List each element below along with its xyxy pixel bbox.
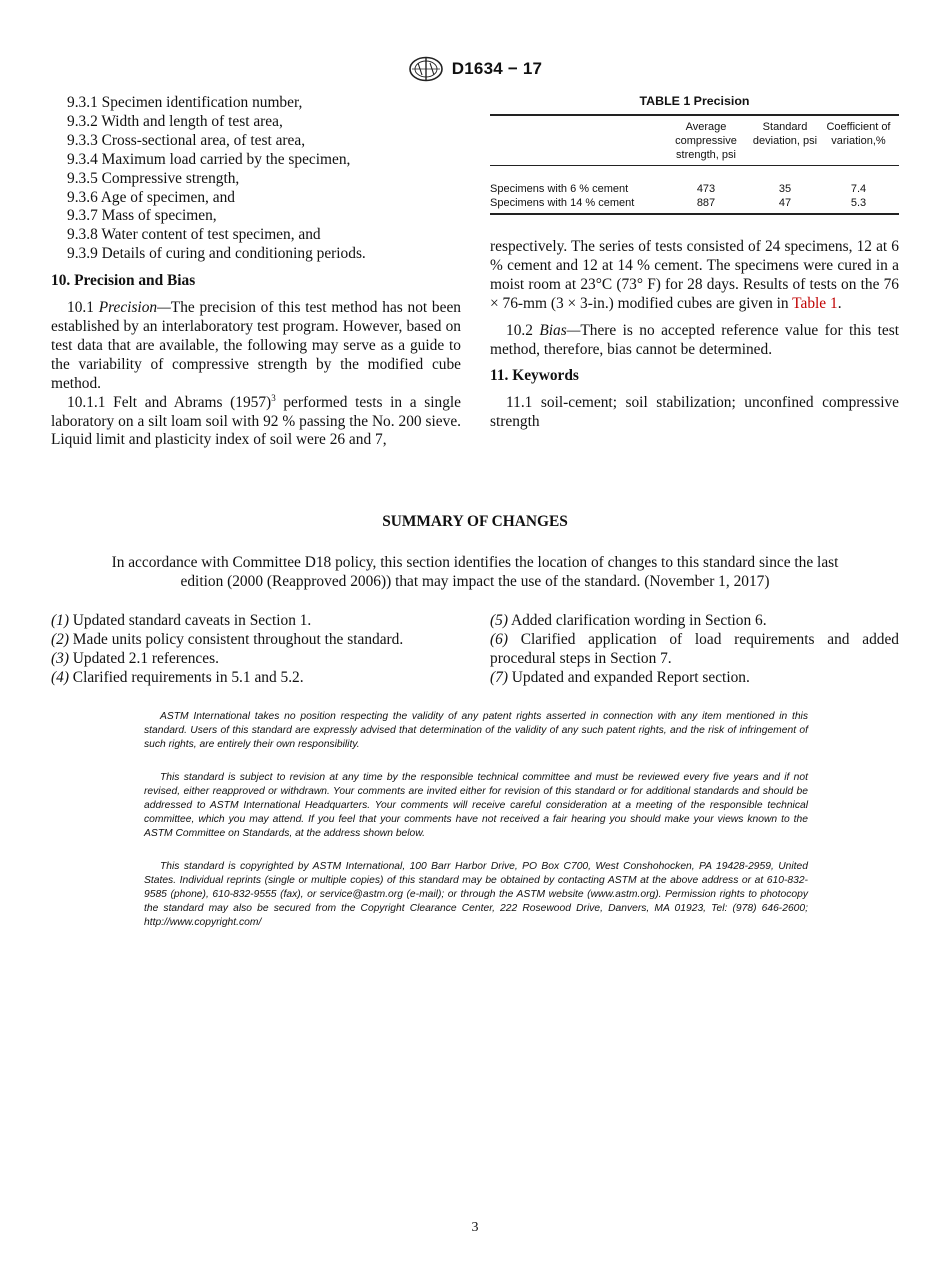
table-cell: 473: [696, 183, 716, 195]
change-text: Clarified requirements in 5.1 and 5.2.: [68, 668, 304, 686]
summary-intro: In accordance with Committee D18 policy, this section identifies the location of changes to this standard since the last edition (2000 (Reapproved 2006)) that may impact the use of the standard. (November 1, 2017): [111, 554, 839, 590]
changes-right-list: [490, 612, 899, 688]
paragraph-11-1: 11.1 soil-cement; soil stabilization; unconfined compressive strength: [490, 394, 899, 431]
table-header-cell: [490, 115, 660, 166]
paragraph-text: .: [837, 294, 842, 312]
list-item: 9.3.1 Specimen identification number,: [67, 94, 303, 111]
table-cell: 7.4: [850, 183, 867, 195]
change-number: (2): [51, 630, 69, 648]
paragraph-text: The precision of this test method has not been established by an interlaboratory test program. However, based on test data that are available, the following may serve as a guide to the variability of compressive strength by the modified cube method.: [51, 299, 461, 392]
section-heading-keywords: 11. Keywords: [490, 367, 579, 385]
list-item: [490, 612, 899, 631]
list-item: 9.3.8 Water content of test specimen, and: [67, 226, 321, 244]
table-1-link[interactable]: Table 1: [792, 294, 838, 312]
table-caption: TABLE 1 Precision: [639, 94, 750, 108]
table-header-row: [490, 115, 899, 166]
list-item: [51, 631, 461, 650]
report-items-list: [51, 94, 461, 264]
left-column: [51, 94, 461, 450]
change-text: Added clarification wording in Section 6.: [507, 612, 767, 629]
list-item: [51, 669, 461, 688]
changes-left-list: [51, 612, 461, 688]
list-item: [490, 669, 899, 688]
paragraph-10-1-1: [51, 394, 461, 451]
change-number: (4): [51, 668, 69, 686]
term-precision: Precision—: [98, 299, 171, 317]
paragraph-number: 10.1: [67, 299, 99, 317]
list-item: 9.3.2 Width and length of test area,: [67, 112, 283, 130]
list-item: 9.3.3 Cross-sectional area, of test area,: [67, 131, 306, 149]
right-column: [490, 238, 899, 432]
change-text: Made units policy consistent throughout the standard.: [68, 630, 404, 648]
change-text: Clarified application of load requirements and added procedural steps in Section 7.: [490, 630, 899, 667]
data-table: [490, 114, 899, 215]
change-number: (1): [51, 612, 69, 629]
paragraph-10-1-1-continued: [490, 238, 899, 314]
change-number: (7): [490, 668, 508, 686]
summary-title: SUMMARY OF CHANGES: [382, 513, 568, 530]
table-cell: Specimens with 6 % cement: [490, 183, 629, 195]
list-item: [490, 631, 899, 669]
table-cell: Specimens with 14 % cement: [490, 197, 635, 209]
table-cell: 35: [778, 183, 792, 195]
paragraph-text: respectively. The series of tests consisted of 24 specimens, 12 at 6 % cement and 12 at 14 % cement. The specimens were cured in a moist room at 23°C (73° F) for 28 days. Results of tests on the 76 × 76-mm (3 × 3-in.) modified cubes are given in: [490, 238, 899, 312]
page-number: 3: [471, 1220, 479, 1235]
list-item: 9.3.4 Maximum load carried by the specimen,: [67, 150, 351, 168]
page-header: [0, 56, 950, 82]
change-number: (5): [490, 612, 508, 629]
list-item: [51, 650, 461, 669]
term-bias: Bias—: [539, 321, 581, 339]
list-item: 9.3.7 Mass of specimen,: [67, 207, 217, 225]
patent-notice: [144, 710, 808, 752]
astm-logo-icon: [408, 56, 444, 82]
list-item: 9.3.5 Compressive strength,: [67, 169, 240, 187]
change-number: (6): [490, 630, 508, 648]
list-item: 9.3.9 Details of curing and conditioning periods.: [67, 245, 366, 263]
notice-paragraph: This standard is copyrighted by ASTM International, 100 Barr Harbor Drive, PO Box C700, West Conshohocken, PA 19428-2959, United States. Individual reprints (single or multiple copies) of this standard may be obtained by contacting ASTM at the above address or at 610-832-9585 (phone), 610-832-9555 (fax), or service@astm.org (e-mail); or through the ASTM website (www.astm.org). Permission rights to photocopy the standard may also be secured from the Copyright Clearance Center, 222 Rosewood Drive, Danvers, MA 01923, Tel: (978) 646-2600; http://www.copyright.com/: [144, 861, 808, 928]
change-text: Updated 2.1 references.: [68, 649, 219, 667]
standard-designation: D1634 − 17: [451, 59, 543, 78]
revision-notice: [144, 771, 808, 841]
precision-table: [490, 94, 899, 215]
table-row: [490, 166, 899, 197]
notice-paragraph: This standard is subject to revision at any time by the responsible technical committee and must be reviewed every five years and if not revised, either reapproved or withdrawn. Your comments are invited either for revision of this standard or for additional standards and should be addressed to ASTM International Headquarters. Your comments will receive careful consideration at a meeting of the responsible technical committee, which you may attend. If you feel that your comments have not received a fair hearing you should make your views known to the ASTM Committee on Standards, at the address shown below.: [144, 772, 808, 839]
footnote-reference[interactable]: 3: [271, 392, 276, 403]
paragraph-number: 10.2: [506, 321, 540, 339]
table-cell: 5.3: [850, 197, 867, 209]
table-row: [490, 196, 899, 214]
change-text: Updated standard caveats in Section 1.: [68, 612, 312, 629]
table-header-cell: Coefficient of variation,%: [818, 115, 899, 166]
paragraph-10-1: [51, 299, 461, 394]
paragraph-10-2: [490, 322, 899, 360]
paragraph-text: There is no accepted reference value for this test method, therefore, bias cannot be determined.: [490, 321, 899, 358]
paragraph-text: 10.1.1 Felt and Abrams (1957): [67, 393, 272, 411]
list-item: 9.3.6 Age of specimen, and: [67, 188, 235, 206]
paragraph-text: performed tests in a single laboratory on a silt loam soil with 92 % passing the No. 200 sieve. Liquid limit and plasticity index of soil were 26 and 7,: [51, 393, 461, 449]
notice-paragraph: ASTM International takes no position respecting the validity of any patent rights asserted in connection with any item mentioned in this standard. Users of this standard are expressly advised that determination of the validity of any such patent rights, and the risk of infringement of such rights, are entirely their own responsibility.: [144, 711, 808, 750]
change-number: (3): [51, 649, 69, 667]
table-cell: 47: [778, 197, 792, 209]
copyright-notice: [144, 860, 808, 930]
table-header-cell: Average compressive strength, psi: [660, 115, 752, 166]
table-header-cell: Standard deviation, psi: [752, 115, 818, 166]
list-item: [51, 612, 461, 631]
change-text: Updated and expanded Report section.: [507, 668, 750, 686]
table-cell: 887: [696, 197, 716, 209]
section-heading-precision-bias: 10. Precision and Bias: [51, 272, 196, 290]
